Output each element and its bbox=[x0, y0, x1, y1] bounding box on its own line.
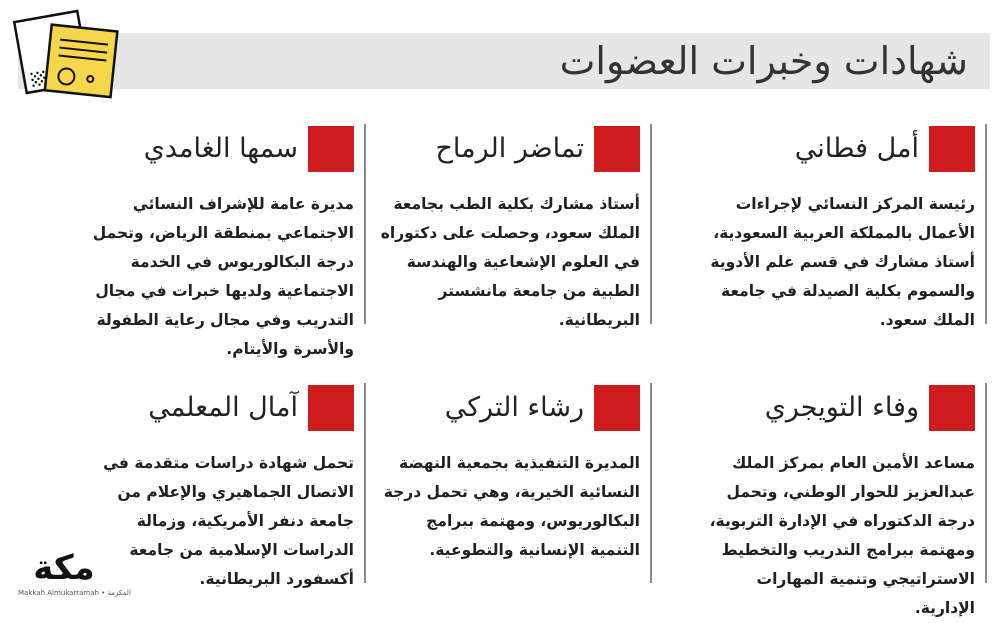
member-name: سمها الغامدي bbox=[143, 133, 298, 164]
red-square-marker bbox=[594, 385, 640, 431]
red-square-marker bbox=[594, 126, 640, 172]
member-card bbox=[362, 124, 652, 334]
divider bbox=[650, 383, 652, 583]
title-bar bbox=[18, 33, 990, 89]
divider bbox=[985, 124, 987, 324]
red-square-marker bbox=[308, 126, 354, 172]
member-name: تماضر الرماح bbox=[435, 133, 584, 164]
member-description: مديرة عامة للإشراف النسائي الاجتماعي بمنطقة الرياض، وتحمل درجة البكالوريوس في الخدمة الاجتماعية ولديها خبرات في مجال التدريب وفي مجال رعاية الطفولة والأسرة والأيتام. bbox=[92, 195, 354, 358]
divider bbox=[650, 124, 652, 324]
member-description: تحمل شهادة دراسات متقدمة في الاتصال الجماهيري والإعلام من جامعة دنفر الأمريكية، وزمالة الدراسات الإسلامية من جامعة أكسفورد البريطانية. bbox=[103, 454, 354, 588]
member-card bbox=[697, 124, 987, 334]
member-name: آمال المعلمي bbox=[148, 392, 298, 423]
member-name: رشاء التركي bbox=[444, 392, 584, 423]
red-square-marker bbox=[929, 385, 975, 431]
member-card bbox=[362, 383, 652, 593]
divider bbox=[985, 383, 987, 583]
member-description: المديرة التنفيذية بجمعية النهضة النسائية الخيرية، وهي تحمل درجة البكالوريوس، ومهتمة ببرامج التنمية الإنسانية والتطوعية. bbox=[383, 454, 640, 559]
red-square-marker bbox=[929, 126, 975, 172]
member-card bbox=[76, 124, 366, 358]
certificate-icon bbox=[14, 6, 122, 106]
brand-logo bbox=[14, 548, 131, 604]
divider bbox=[364, 124, 366, 324]
divider bbox=[364, 383, 366, 583]
red-square-marker bbox=[308, 385, 354, 431]
member-description: أستاذ مشارك بكلية الطب بجامعة الملك سعود، وحصلت على دكتوراه في العلوم الإشعاعية والهندسة الطبية من جامعة مانشستر البريطانية. bbox=[380, 195, 640, 329]
member-card bbox=[697, 383, 987, 617]
member-description: مساعد الأمين العام بمركز الملك عبدالعزيز للحوار الوطني، وتحمل درجة الدكتوراه في الإدارة التربوية، ومهتمة ببرامج التدريب والتخطيط الاستراتيجي وتنمية المهارات الإدارية. bbox=[709, 454, 975, 617]
page-title: شهادات وخبرات العضوات bbox=[559, 39, 968, 83]
member-name: أمل فطاني bbox=[794, 133, 919, 164]
member-description: رئيسة المركز النسائي لإجراءات الأعمال بالمملكة العربية السعودية، أستاذ مشارك في قسم علم الأدوية والسموم بكلية الصيدلة في جامعة الملك سعود. bbox=[710, 195, 975, 329]
brand-name: مكة bbox=[33, 548, 95, 588]
brand-subtitle: Makkah Almukarramah • المكرمة bbox=[18, 589, 131, 597]
member-name: وفاء التويجري bbox=[764, 392, 919, 423]
